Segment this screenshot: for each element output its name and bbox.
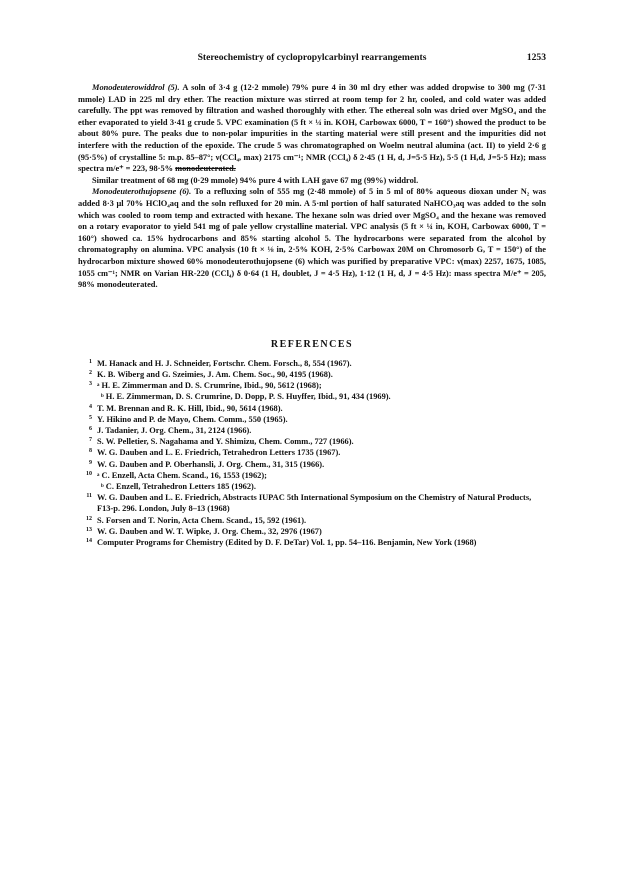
reference-text: K. B. Wiberg and G. Szeimies, J. Am. Chem. Soc., 90, 4195 (1968).	[97, 369, 333, 379]
reference-text: ᵃ C. Enzell, Acta Chem. Scand., 16, 1553 (1962);	[97, 470, 267, 480]
reference-number: 6	[89, 425, 92, 432]
reference-number: 2	[89, 369, 92, 376]
reference-text: W. G. Dauben and L. E. Friedrich, Tetrahedron Letters 1735 (1967).	[97, 448, 341, 458]
reference-text: Y. Hikino and P. de Mayo, Chem. Comm., 550 (1965).	[97, 414, 288, 424]
reference-text: W. G. Dauben and P. Oberhansli, J. Org. Chem., 31, 315 (1966).	[97, 459, 325, 469]
references-heading: REFERENCES	[270, 338, 354, 350]
reference-text: ᵇ C. Enzell, Tetrahedron Letters 185 (1962).	[101, 481, 256, 491]
struck-text: monodeuterated.	[175, 164, 236, 174]
paragraph-text: Similar treatment of 68 mg (0·29 mmole) 94% pure 4 with LAH gave 67 mg (99%) widdrol.	[92, 175, 419, 185]
reference-number: 9	[89, 459, 92, 466]
reference-number: 3	[89, 381, 92, 388]
reference-number: 8	[89, 448, 92, 455]
reference-item	[78, 470, 546, 481]
reference-text: M. Hanack and H. J. Schneider, Fortschr. Chem. Forsch., 8, 554 (1967).	[97, 358, 352, 368]
reference-text: J. Tadanier, J. Org. Chem., 31, 2124 (1966).	[97, 425, 252, 435]
reference-item	[78, 515, 546, 526]
reference-item	[78, 459, 546, 470]
reference-number: 13	[86, 526, 92, 533]
page-number: 1253	[526, 52, 546, 63]
page	[78, 52, 546, 548]
reference-text: Computer Programs for Chemistry (Edited by D. F. DeTar) Vol. 1, pp. 54–116. Benjamin, New York (1968)	[97, 537, 477, 547]
reference-number: 5	[89, 414, 92, 421]
paragraph-lead: Monodeuterothujopsene (6).	[92, 187, 192, 197]
reference-item	[78, 436, 546, 447]
reference-item	[78, 537, 546, 548]
reference-item	[78, 391, 546, 402]
reference-item	[78, 414, 546, 425]
reference-number	[78, 391, 97, 402]
paragraph-text: A soln of 3·4 g (12·2 mmole) 79% pure 4 in 30 ml dry ether was added dropwise to 300 mg (7·31 mmole) LAD in 225 ml dry ether. The reaction mixture was stirred at room temp for 2 hr, cooled, and cold water was added carefully. The ppt was removed by filtration and washed thoroughly with ether. The ethereal soln was dried over MgSO₄ and the ether evaporated to yield 3·41 g crude 5. VPC examination (5 ft × ¼ in. KOH, Carbowax 6000, T = 160°) showed the product to be about 80% pure. The peaks due to non-polar impurities in the starting material were still present and the impurities did not interfere with the reduction of the epoxide. The crude 5 was chromatographed on Woelm neutral alumina (act. II) to yield 2·6 g (95·5%) of crystalline 5: m.p. 85–87°; ν(CCl₄, max) 2175 cm⁻¹; NMR (CCl₄) δ 2·45 (1 H, d, J=5·5 Hz), 5·5 (1 H,d, J=5·5 Hz); mass spectra m/e⁺ = 223, 98·5%	[78, 83, 546, 174]
reference-number: 1	[89, 358, 92, 365]
reference-item	[78, 403, 546, 414]
reference-text: ᵇ H. E. Zimmerman, D. S. Crumrine, D. Dopp, P. S. Huyffer, Ibid., 91, 434 (1969).	[101, 392, 391, 402]
reference-number	[78, 481, 97, 492]
references-list	[78, 358, 546, 548]
reference-item	[78, 447, 546, 458]
paragraph-widdrol	[78, 175, 546, 187]
reference-number: 4	[89, 403, 92, 410]
paragraph-lead: Monodeuterowiddrol (5).	[92, 83, 180, 92]
reference-text: W. G. Dauben and W. T. Wipke, J. Org. Chem., 32, 2976 (1967)	[97, 526, 322, 536]
reference-text: S. W. Pelletier, S. Nagahama and Y. Shimizu, Chem. Comm., 727 (1966).	[97, 437, 354, 447]
reference-item	[78, 481, 546, 492]
running-header	[78, 52, 546, 68]
reference-text: T. M. Brennan and R. K. Hill, Ibid., 90, 5614 (1968).	[97, 403, 283, 413]
reference-number: 14	[86, 537, 92, 544]
paragraph-monodeuterothujopsene	[78, 186, 546, 290]
reference-item	[78, 526, 546, 537]
reference-number: 11	[86, 493, 92, 500]
paragraph-text: To a refluxing soln of 555 mg (2·48 mmole) of 5 in 5 ml of 80% aqueous dioxan under N₂ was added 8·3 μl 70% HClO₄aq and the soln refluxed for 20 min. A 5·ml portion of half saturated NaHCO₃aq was added to the soln which was cooled to room temp and extracted with hexane. The hexane soln was dried over MgSO₄ and the hexane was removed on a rotary evaporator to yield 541 mg of pale yellow crystalline material. VPC analysis (5 ft × ¼ in, KOH, Carbowax 6000, T = 160°) showed ca. 15% hydrocarbons and 85% starting alcohol 5. The hydrocarbons were separated from the alcohol by chromatography on alumina. VPC analysis (10 ft × ⅛ in, 2·5% KOH, 2·5% Carbowax 20M on Chromosorb G, T = 150°) of the hydrocarbon mixture showed 60% monodeuterothujopsene (6) which was purified by preparative VPC: ν(max) 2257, 1675, 1085, 1055 cm⁻¹; NMR on Varian HR-220 (CCl₄) δ 0·64 (1 H, doublet, J = 4·5 Hz), 1·12 (1 H, d, J = 4·5 Hz): mass spectra M/e⁺ = 205, 98% monodeuterated.	[78, 187, 546, 290]
reference-text: W. G. Dauben and L. E. Friedrich, Abstracts IUPAC 5th International Symposium on the Chemistry of Natural Products, F13-p. 296. London, July 8–13 (1968)	[97, 493, 532, 514]
reference-item	[78, 380, 546, 391]
running-title: Stereochemistry of cyclopropylcarbinyl rearrangements	[197, 52, 427, 63]
reference-item	[78, 425, 546, 436]
experimental-section	[78, 82, 546, 291]
reference-item	[78, 358, 546, 369]
reference-item	[78, 492, 546, 514]
paragraph-monodeuterowiddrol	[78, 82, 546, 175]
reference-number: 12	[86, 515, 92, 522]
reference-text: S. Forsen and T. Norin, Acta Chem. Scand., 15, 592 (1961).	[97, 515, 307, 525]
reference-number: 7	[89, 437, 92, 444]
reference-text: ᵃ H. E. Zimmerman and D. S. Crumrine, Ibid., 90, 5612 (1968);	[97, 381, 322, 391]
reference-number: 10	[86, 470, 92, 477]
reference-item	[78, 369, 546, 380]
